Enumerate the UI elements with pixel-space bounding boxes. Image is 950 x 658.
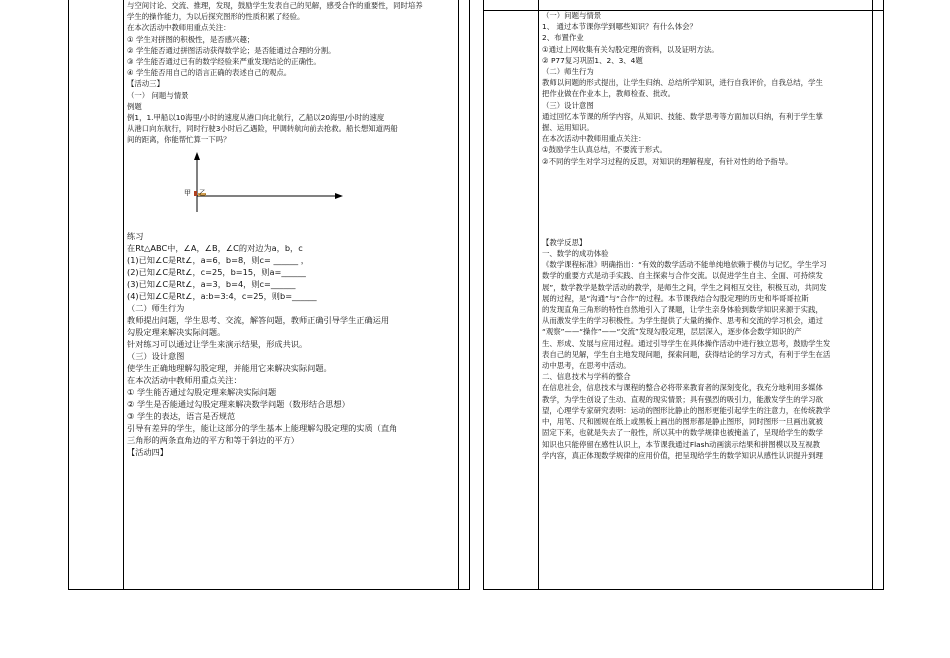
left-table-right-column	[458, 0, 469, 589]
right-table	[483, 0, 884, 590]
text-line: 学内容，真正体现数学规律的应用价值，把呈现给学生的数学知识从感性认识提升到理	[542, 450, 823, 460]
text-line: 通过回忆本节课的所学内容，从知识、技能、数学思考等方面加以归纳，有利于学生掌	[542, 111, 823, 121]
ship-jia-marker	[194, 191, 197, 196]
section-heading: （一）问题与情景	[542, 11, 602, 20]
text-line: ①鼓励学生认真总结，不要流于形式。	[542, 145, 667, 155]
text-line: 引导有差异的学生，能让这部分的学生基本上能理解勾股定理的实质（直角	[127, 422, 398, 433]
text-line: 展”，数学教学是数学活动的教学，是师生之间，学生之间相互交往，积极互动，共同发	[542, 282, 827, 292]
exercise-1: (1)已知∠C是Rt∠，a=6，b=8，则c= ______ ，	[127, 254, 309, 265]
north-arrow-head	[194, 152, 200, 160]
left-table-content	[125, 0, 457, 458]
text-line: 在本次活动中教师用重点关注：	[542, 134, 646, 144]
text-line: “观察”——“操作”——“交流”发现勾股定理，层层深入，逐步体会数学知识的产	[542, 327, 802, 337]
text-line: ① 学生能否通过勾股定理来解决实际问题	[127, 386, 277, 397]
text-line: 与空间讨论、交流、推理，发现，鼓励学生发表自己的见解，感受合作的重要性，同时培养	[127, 1, 423, 10]
text-line: 从港口向东航行，同时行驶3小时后乙遇险，甲调转航向前去抢救。船长想知道两船	[127, 124, 398, 134]
text-line: 的发现直角三角形的特性自然地引入了课题，让学生亲身体验到数学知识来源于实践，	[542, 305, 823, 315]
text-line: 教师提出问题，学生思考、交流，解答问题，教师正确引导学生正确运用	[127, 314, 390, 325]
ship-diagram	[127, 150, 455, 226]
section-heading: （三）设计意图	[127, 350, 185, 361]
text-line: 在本次活动中教师用重点关注：	[127, 374, 242, 385]
text-line: 动中思考，在思考中活动。	[542, 361, 631, 371]
text-line: 握、运用知识。	[542, 123, 594, 133]
text-line: 间的距离，你能帮忙算一下吗？	[127, 135, 231, 145]
text-line: ①通过上网收集有关勾股定理的资料，以及证明方法。	[542, 44, 719, 54]
label-yi: 乙	[199, 188, 206, 197]
text-line: 针对练习可以通过让学生来演示结果，形成共识。	[127, 338, 308, 349]
section-heading: （一） 问题与情景	[127, 90, 189, 100]
text-line: 例1，1.甲船以10海里/小时的速度从港口向北航行，乙船以20海里/小时的速度	[127, 113, 385, 123]
text-line: 知识也只能停留在感性认识上，本节课我通过Flash动画演示结果和拼图模以及互视教	[542, 439, 821, 449]
text-line: 在本次活动中教师用重点关注：	[127, 23, 231, 33]
text-line: 例题	[127, 101, 142, 111]
text-line: 教师以问题的形式提出，让学生归纳、总结所学知识，进行自我评价，自我总结，学生	[542, 78, 823, 88]
text-line: 使学生正确地理解勾股定理，并能用它来解决实际问题。	[127, 362, 332, 373]
blank-space	[542, 167, 869, 237]
text-line: ③ 学生能否通过已有的数学经验来严重发现结论的正确性。	[127, 57, 321, 67]
section-heading: （三）设计意图	[542, 100, 594, 110]
section-heading: （二）师生行为	[542, 67, 594, 77]
text-line: 中，用笔、尺和圆规在纸上或黑板上画出的图形都是静止图形，同时图形一旦画出就被	[542, 417, 823, 427]
text-line: 把作业做在作业本上，教师检查、批改。	[542, 89, 676, 99]
text-line: 展的过程，是“沟通”与“合作”的过程。本节课我结合勾股定理的历史和毕哥哥拉斯	[542, 293, 809, 303]
subsection-heading: 一、数学的成功体验	[542, 249, 609, 259]
exercise-4: (4)已知∠C是Rt∠，a:b=3:4，c=25，则b=______	[127, 290, 317, 301]
text-line: 望，心理学专家研究表明：运动的图形比静止的图形更能引起学生的注意力，在传统教学	[542, 405, 831, 415]
text-line: ① 学生对拼图的积极性，是否感兴趣；	[127, 34, 255, 44]
practice-heading: 练习	[127, 230, 144, 241]
text-line: ② P77复习巩固1、2、3、4题	[542, 55, 643, 65]
text-line: 勾股定理来解决实际问题。	[127, 326, 226, 337]
text-line: 三角形的两条直角边的平方和等于斜边的平方）	[127, 434, 299, 445]
text-line: 在Rt△ABC中，∠A，∠B，∠C的对边为a，b，c	[127, 242, 303, 253]
text-line: 《数学课程标准》明确指出：“有效的数学活动不能单纯地依赖于模仿与记忆，学生学习	[542, 260, 827, 270]
text-line: 表自己的见解，学生自主地发现问题，探索问题，获得结论的学习方式，有利于学生在活	[542, 349, 831, 359]
section-heading: （二）师生行为	[127, 302, 185, 313]
subsection-heading: 二、信息技术与学科的整合	[542, 372, 631, 382]
text-line: 2、布置作业	[542, 33, 584, 43]
text-line: 在信息社会，信息技术与课程的整合必将带来教育者的深刻变化，我充分地利用多媒体	[542, 383, 823, 393]
text-line: ② 学生能否通过拼图活动获得数学论；是否能通过合理的分割。	[127, 45, 336, 55]
text-line: ④ 学生能否用自己的语言正确的表述自己的观点。	[127, 68, 292, 78]
text-line: ② 学生是否能通过勾股定理来解决数学问题（数形结合思想）	[127, 398, 350, 409]
label-jia: 甲	[184, 188, 191, 197]
east-arrow-head	[335, 193, 343, 199]
text-line: 生、形成、发展与应用过程。通过引导学生在具体操作活动中进行独立思考，鼓励学生发	[542, 338, 831, 348]
text-line: 数学的重要方式是动手实践、自主探索与合作交流。以促进学生自主、全面、可持续发	[542, 271, 823, 281]
right-table-right-column	[872, 0, 883, 589]
text-line: 固定下来，也就是失去了一般性，所以其中的数学规律也被掩盖了，呈现给学生的数学	[542, 428, 823, 438]
exercise-3: (3)已知∠C是Rt∠，a=3，b=4，则c=______	[127, 278, 296, 289]
text-line: 学生的操作能力，为以后探究图形的性质积累了经验。	[127, 12, 305, 22]
text-line: 从而激发学生的学习积极性。为学生提供了大量的操作、思考和交流的学习机会，通过	[542, 316, 823, 326]
text-line: ③ 学生的表达，语言是否规范	[127, 410, 236, 421]
right-table-content	[540, 10, 871, 461]
left-table	[68, 0, 470, 590]
reflection-heading: 【教学反思】	[542, 237, 587, 247]
right-table-label-column	[484, 0, 539, 589]
activity-heading: 【活动四】	[127, 446, 168, 457]
text-line: 1、 通过本节课你学到哪些知识？有什么体会？	[542, 22, 697, 32]
left-table-label-column	[69, 0, 124, 589]
text-line: 教学，为学生创设了生动、直观的现实情景；具有强烈的吸引力，能激发学生的学习欲	[542, 394, 823, 404]
ship-diagram-svg	[127, 150, 347, 226]
text-line: ②不同的学生对学习过程的反思，对知识的理解程度，有针对性的给予指导。	[542, 156, 793, 166]
exercise-2: (2)已知∠C是Rt∠，c=25，b=15，则a=______	[127, 266, 306, 277]
activity-heading: 【活动三】	[127, 79, 164, 89]
